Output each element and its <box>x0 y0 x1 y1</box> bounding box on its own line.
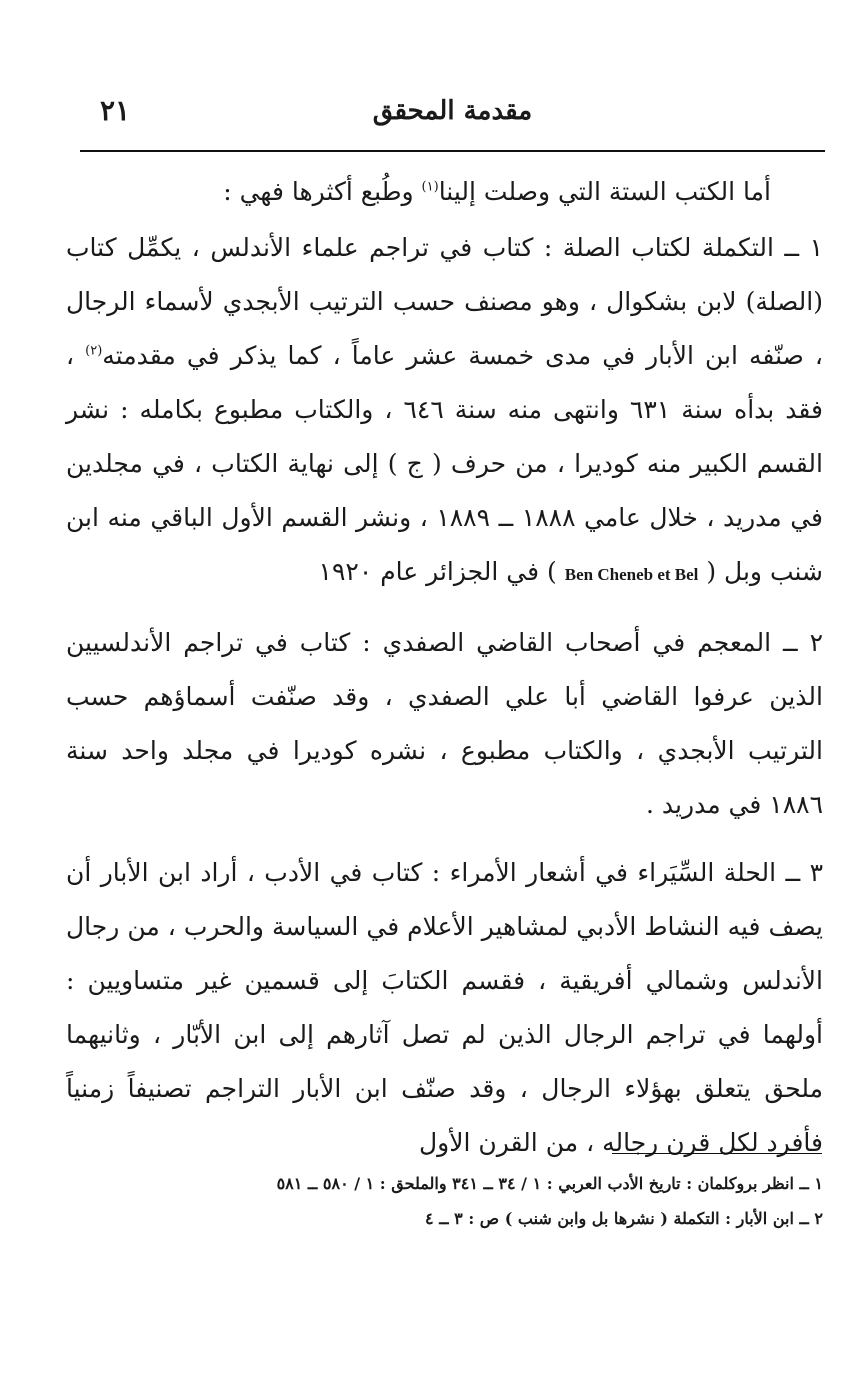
footnote-1: ١ ــ انظر بروكلمان : تاريخ الأدب العربي : ١ / ٣٤ ــ ٣٤١ والملحق : ١ / ٥٨٠ ــ ٥٨١ <box>276 1174 823 1193</box>
intro-paragraph <box>66 165 823 219</box>
page-header <box>80 92 825 142</box>
paragraph-mujam: ٢ ــ المعجم في أصحاب القاضي الصفدي : كتاب في تراجم الأندلسيين الذين عرفوا القاضي أبا علي الصفدي ، وقد صنّفت أسماؤهم حسب الترتيب الأبجدي ، والكتاب مطبوع ، نشره كوديرا في مجلد واحد سنة ١٨٨٦ في مدريد . <box>66 628 823 819</box>
footnotes <box>120 1166 823 1236</box>
header-rule <box>80 150 825 152</box>
intro-text-before: أما الكتب الستة التي وصلت إلينا <box>438 177 771 206</box>
page-number: ٢١ <box>100 94 131 127</box>
paragraph-hulla: ٣ ــ الحلة السِّيَراء في أشعار الأمراء : كتاب في الأدب ، أراد ابن الأبار أن يصف فيه النشاط الأدبي لمشاهير الأعلام في السياسة والحرب ، من رجال الأندلس وشمالي أفريقية ، فقسم الكتابَ إلى قسمين غير متساويين : أولهما في تراجم الرجال الذين لم تصل آثارهم إلى ابن الأبّار ، وثانيهما ملحق يتعلق بهؤلاء الرجال ، وقد صنّف ابن الأبار التراجم تصنيفاً زمنياً فأفرد لكل قرن رجاله ، من القرن الأول <box>66 858 823 1157</box>
running-title: مقدمة المحقق <box>372 96 533 126</box>
takmila-text-1: ١ ــ التكملة لكتاب الصلة : كتاب في تراجم علماء الأندلس ، يكمِّل كتاب (الصلة) لابن بشكوال ، وهو مصنف حسب الترتيب الأبجدي لأسماء الرجال ، صنّفه ابن الأبار في مدى خمسة عشر عاماً ، كما يذكر في مقدمته <box>66 233 823 370</box>
body-text <box>66 165 823 1184</box>
paragraph-takmila <box>66 221 823 602</box>
takmila-text-3: ) في الجزائر عام ١٩٢٠ <box>318 557 557 586</box>
intro-text-after: وطُبع أكثرها فهي : <box>223 177 422 206</box>
footnote-2: ٢ ــ ابن الأبار : التكملة ( نشرها بل وابن شنب ) ص : ٣ ــ ٤ <box>425 1209 823 1228</box>
footnote-rule <box>612 1153 822 1154</box>
takmila-text-2: ، فقد بدأه سنة ٦٣١ وانتهى منه سنة ٦٤٦ ، والكتاب مطبوع بكامله : نشر القسم الكبير منه كوديرا ، من حرف ( ج ) إلى نهاية الكتاب ، في مجلدين في مدريد ، خلال عامي ١٨٨٨ ــ ١٨٨٩ ، ونشر القسم الأول الباقي منه ابن شنب وبل ( <box>66 341 824 586</box>
footnote-ref-2: (٢) <box>85 343 103 359</box>
latin-editors: Ben Cheneb et Bel <box>564 565 699 584</box>
footnote-ref-1: (١) <box>421 179 439 195</box>
